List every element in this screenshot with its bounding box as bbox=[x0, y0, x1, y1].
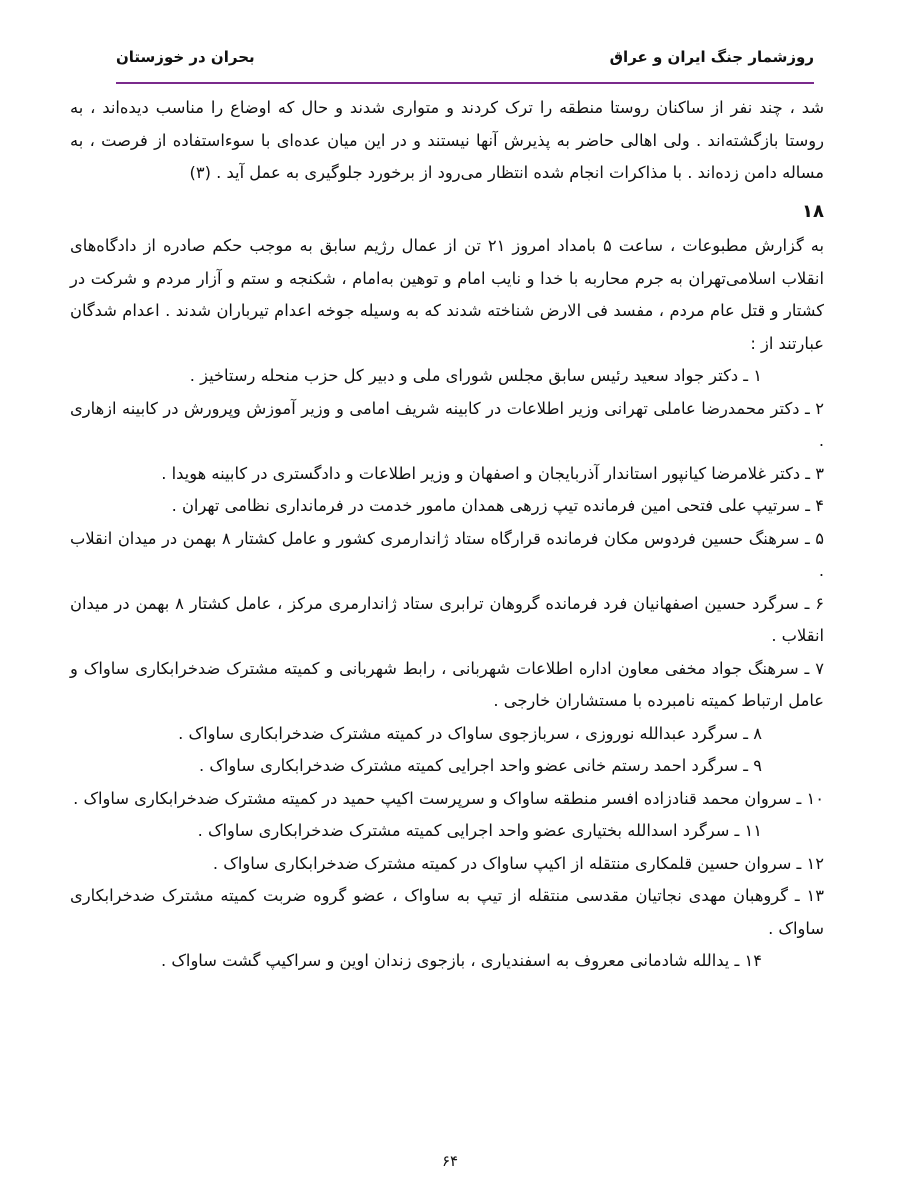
list-item-separator: ـ bbox=[734, 821, 740, 840]
list-item-separator: ـ bbox=[794, 886, 800, 905]
list-item-text: سرگرد عبدالله نوروزی ، سربازجوی ساواک در کمیته مشترک ضدخرابکاری ساواک . bbox=[178, 723, 739, 743]
list-item-number: ۳ bbox=[815, 463, 824, 483]
list-item-separator: ـ bbox=[804, 593, 810, 613]
list-item-separator: ـ bbox=[734, 951, 740, 970]
list-item-separator: ـ bbox=[796, 788, 802, 808]
intro-paragraph: شد ، چند نفر از ساکنان روستا منطقه را ترک کردند و متواری شدند و حال که اوضاع را مناسب دیده‌اند ، به روستا بازگشته‌اند . ولی اهالی حاضر به پذیرش آنها نیستند و در این میان عده‌ای با سوءاستفاده از فرصت ، به مساله دامن زده‌اند . با مذاکرات انجام شده انتظار می‌رود از برخورد جلوگیری به عمل آید . (۳) bbox=[70, 98, 824, 182]
list-item bbox=[70, 880, 824, 945]
list-item bbox=[70, 718, 824, 751]
list-item-text: یدالله شادمانی معروف به اسفندیاری ، بازجوی زندان اوین و سراکیپ گشت ساواک . bbox=[161, 951, 730, 970]
running-header bbox=[116, 48, 814, 84]
header-chapter-title: بحران در خوزستان bbox=[116, 48, 255, 66]
list-item-number: ۵ bbox=[815, 528, 824, 548]
list-item bbox=[70, 815, 824, 848]
list-item-number: ۷ bbox=[815, 658, 824, 678]
date-heading: ۱۸ bbox=[802, 200, 824, 222]
list-item-text: سروان حسین قلمکاری منتقله از اکیپ ساواک در کمیته مشترک ضدخرابکاری ساواک . bbox=[212, 853, 792, 873]
list-item-text: دکتر غلامرضا کیانپور استاندار آذربایجان و اصفهان و وزیر اطلاعات و دادگستری در کابینه هویدا . bbox=[161, 463, 801, 483]
list-item-text: سرهنگ جواد مخفی معاون اداره اطلاعات شهربانی ، رابط شهربانی و کمیته مشترک ضدخرابکاری ساواک و عامل ارتباط کمیته نامبرده با مستشاران خارجی . bbox=[70, 658, 824, 710]
list-item-number: ۱ bbox=[753, 366, 762, 385]
list-item bbox=[70, 588, 824, 653]
list-item-number: ۱۱ bbox=[744, 821, 762, 840]
list-item-number: ۱۰ bbox=[806, 788, 824, 808]
list-item bbox=[70, 360, 824, 393]
list-item-separator: ـ bbox=[796, 853, 802, 873]
list-item-text: سرهنگ حسین فردوس مکان فرمانده قرارگاه ستاد ژاندارمری کشور و عامل کشتار ۸ بهمن در میدان انقلاب . bbox=[70, 528, 824, 580]
list-item bbox=[70, 750, 824, 783]
list-item-number: ۲ bbox=[815, 398, 824, 418]
list-item-separator: ـ bbox=[805, 463, 811, 483]
page-body bbox=[70, 92, 824, 978]
list-item-separator: ـ bbox=[805, 496, 811, 515]
list-item-text: سرگرد احمد رستم خانی عضو واحد اجرایی کمیته مشترک ضدخرابکاری ساواک . bbox=[198, 756, 739, 775]
list-item-separator: ـ bbox=[804, 398, 810, 418]
list-item bbox=[70, 490, 824, 523]
list-item bbox=[70, 945, 824, 978]
page-number: ۶۴ bbox=[441, 1152, 459, 1170]
list-item-number: ۱۳ bbox=[806, 886, 824, 905]
main-paragraph: به گزارش مطبوعات ، ساعت ۵ بامداد امروز ۲۱ تن از عمال رژیم سابق به موجب حکم صادره از دادگاه‌های انقلاب اسلامی‌تهران به جرم محاربه با خدا و نایب امام و توهین به‌امام ، شکنجه و ستم و آزار مردم و شرکت در کشتار و قتل عام مردم ، مفسد فی الارض شناخته شدند که به وسیله جوخه اعدام تیرباران شدند . اعدام شدگان عبارتند از : bbox=[70, 236, 824, 353]
list-item-number: ۱۴ bbox=[744, 951, 762, 970]
list-item-text: دکتر محمدرضا عاملی تهرانی وزیر اطلاعات در کابینه شریف امامی و وزیر آموزش وپرورش در کابینه ازهاری . bbox=[70, 398, 824, 450]
list-item-text: سرتیپ علی فتحی امین فرمانده تیپ زرهی همدان مامور خدمت در فرمانداری نظامی تهران . bbox=[171, 496, 801, 515]
list-item-text: سروان محمد قنادزاده افسر منطقه ساواک و سرپرست اکیپ حمید در کمیته مشترک ضدخرابکاری ساواک . bbox=[73, 788, 792, 808]
list-item-separator: ـ bbox=[804, 658, 810, 678]
list-item bbox=[70, 393, 824, 458]
list-item-separator: ـ bbox=[804, 528, 810, 548]
list-item-number: ۹ bbox=[753, 756, 762, 775]
executed-list bbox=[70, 360, 824, 978]
list-item bbox=[70, 458, 824, 491]
list-item-text: دکتر جواد سعید رئیس سابق مجلس شورای ملی و دبیر کل حزب منحله رستاخیز . bbox=[189, 366, 739, 385]
list-item bbox=[70, 783, 824, 816]
list-item bbox=[70, 653, 824, 718]
list-item-separator: ـ bbox=[743, 723, 749, 743]
list-item-separator: ـ bbox=[743, 366, 749, 385]
list-item-text: سرگرد اسدالله بختیاری عضو واحد اجرایی کمیته مشترک ضدخرابکاری ساواک . bbox=[197, 821, 730, 840]
header-divider bbox=[116, 82, 814, 84]
list-item bbox=[70, 523, 824, 588]
list-item-separator: ـ bbox=[743, 756, 749, 775]
list-item-number: ۱۲ bbox=[806, 853, 824, 873]
list-item-text: سرگرد حسین اصفهانیان فرد فرمانده گروهان ترابری ستاد ژاندارمری مرکز ، عامل کشتار ۸ بهمن در میدان انقلاب . bbox=[70, 593, 824, 645]
list-item-text: گروهبان مهدی نجاتیان مقدسی منتقله از تیپ به ساواک ، عضو گروه ضربت کمیته مشترک ضدخرابکاری ساواک . bbox=[70, 886, 824, 938]
list-item-number: ۴ bbox=[815, 496, 824, 515]
list-item-number: ۸ bbox=[753, 723, 762, 743]
list-item-number: ۶ bbox=[815, 593, 824, 613]
header-book-title: روزشمار جنگ ایران و عراق bbox=[609, 48, 814, 66]
list-item bbox=[70, 848, 824, 881]
